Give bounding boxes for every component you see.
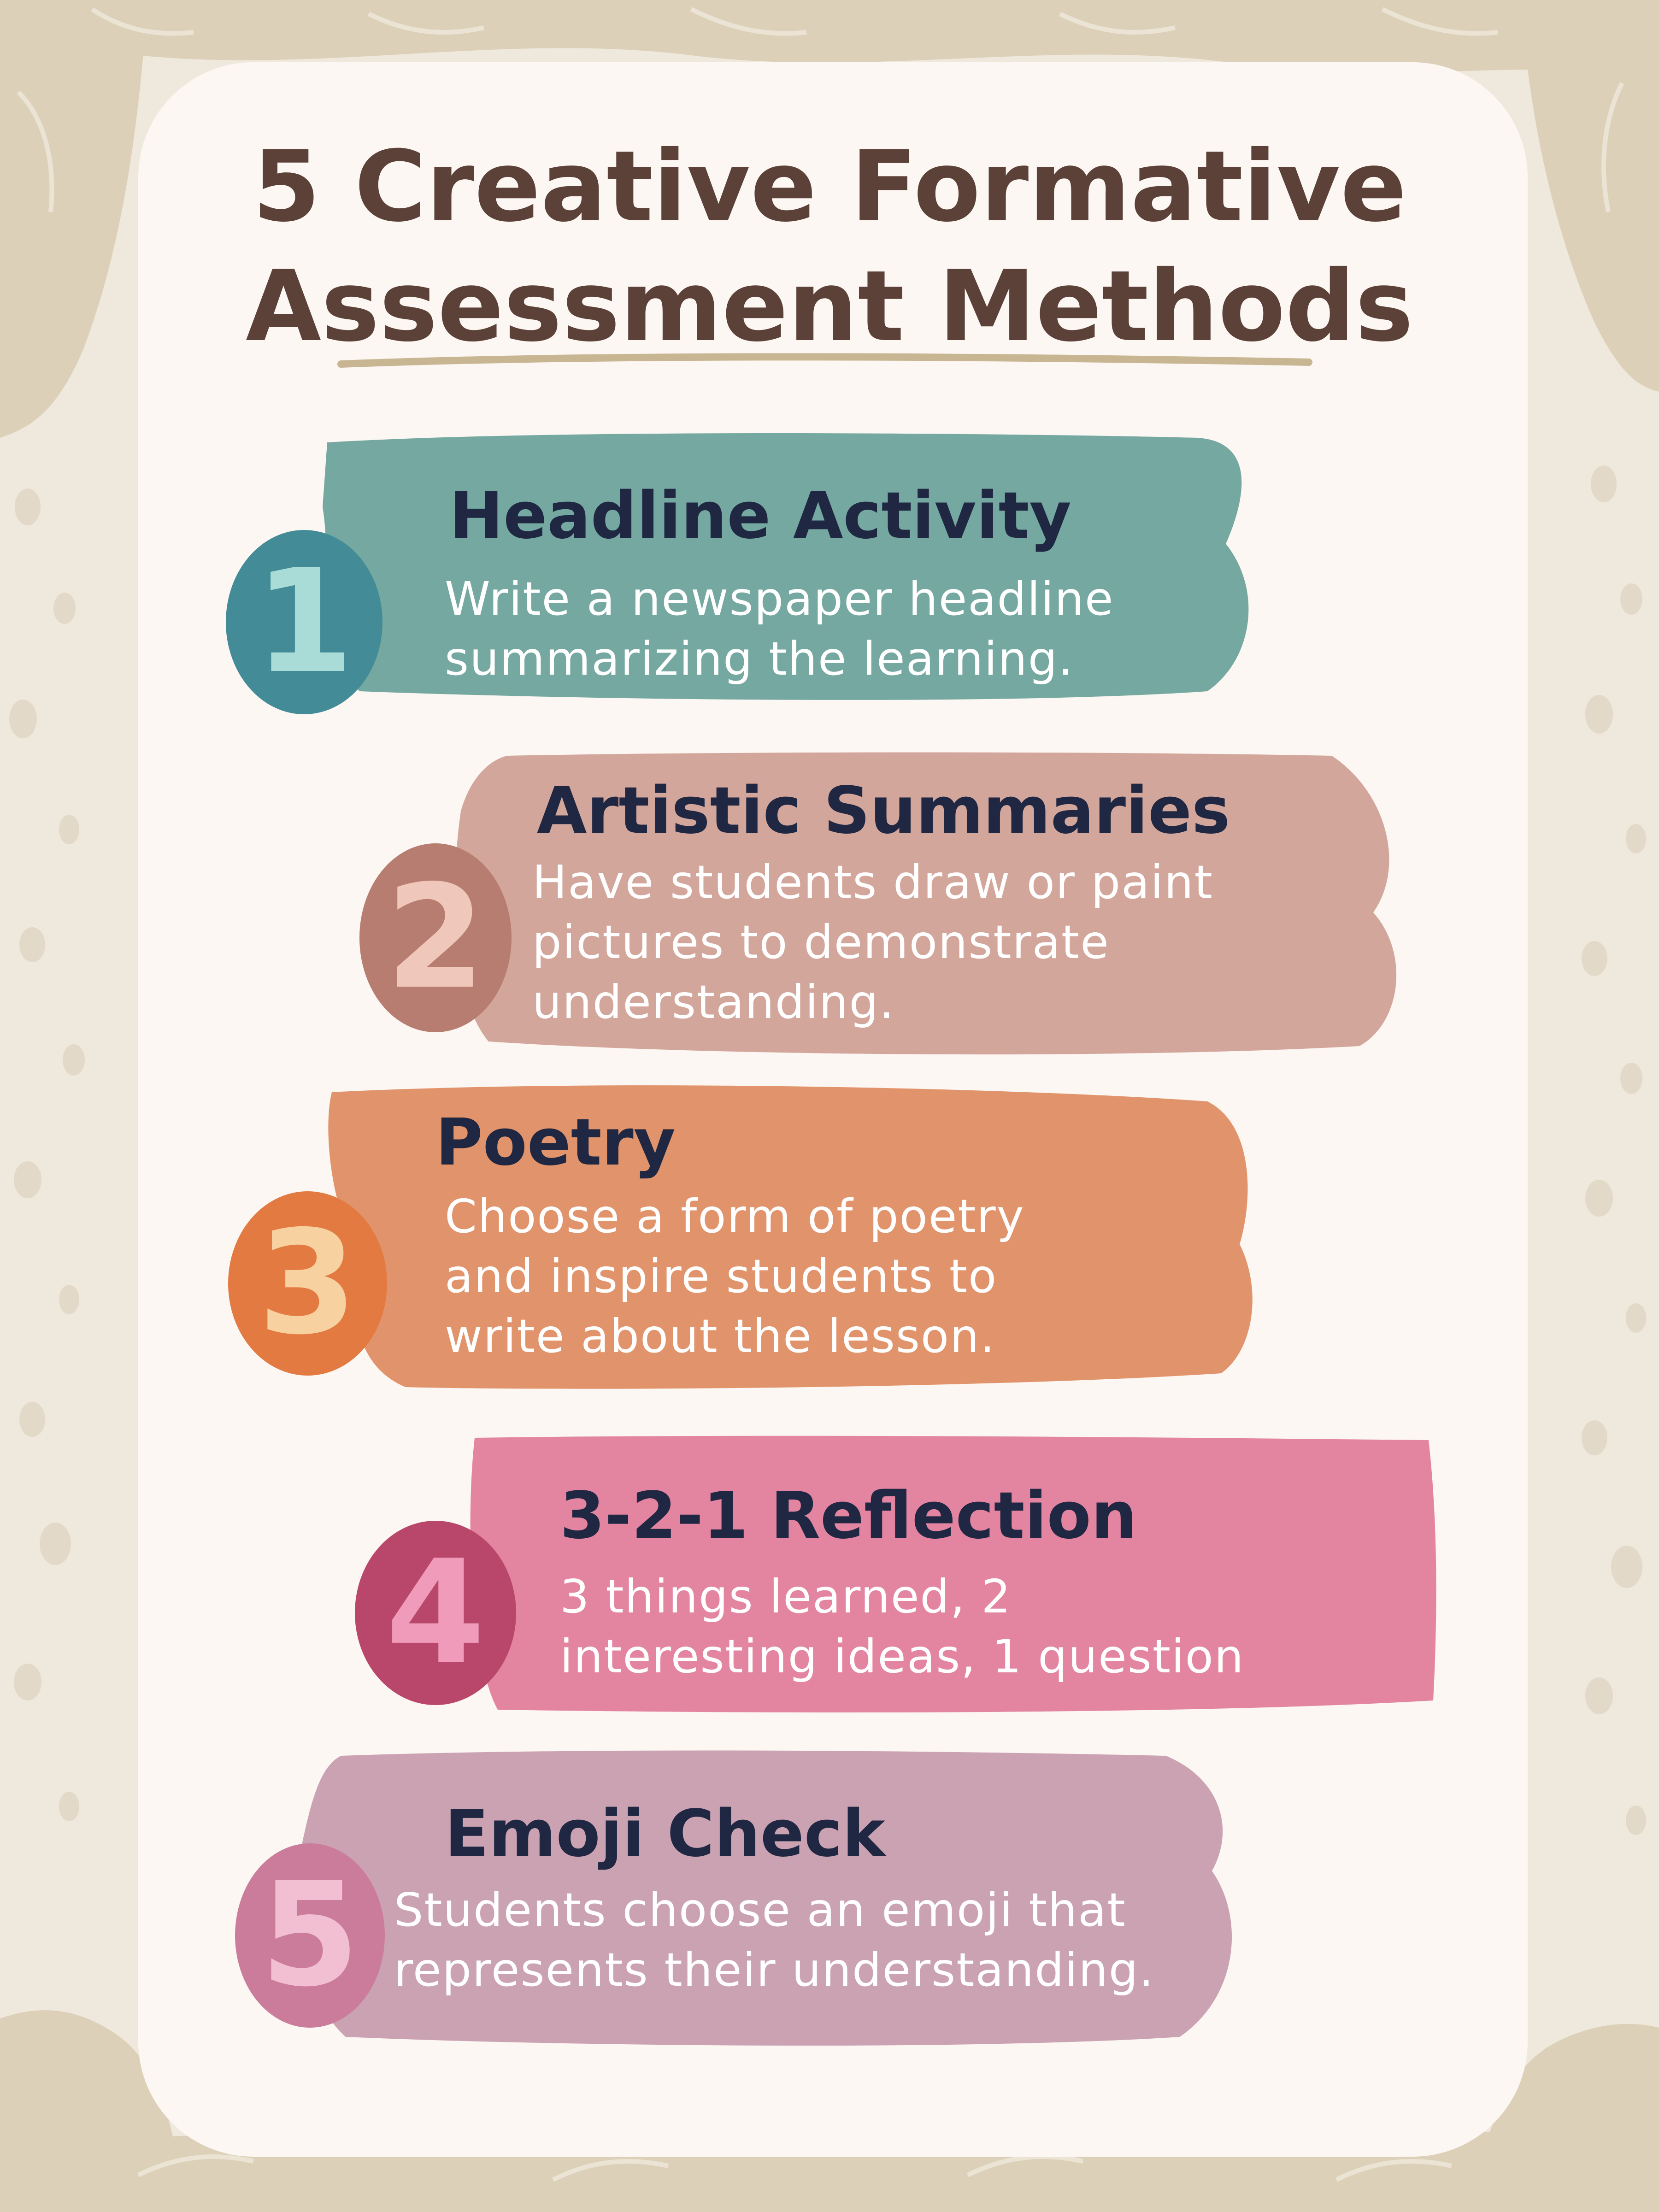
item-1-line-1: Write a newspaper headline [445, 572, 1114, 626]
item-4-line-1: 3 things learned, 2 [560, 1570, 1012, 1624]
item-4-line-2: interesting ideas, 1 question [560, 1630, 1245, 1683]
item-5-line-1: Students choose an emoji that [394, 1883, 1126, 1937]
item-3-number: 3 [258, 1200, 358, 1366]
item-1-number: 1 [254, 539, 354, 705]
item-1-heading: Headline Activity [449, 478, 1071, 553]
item-1-line-2: summarizing the learning. [445, 632, 1074, 686]
item-4-number: 4 [386, 1530, 485, 1696]
item-2-heading: Artistic Summaries [537, 773, 1230, 848]
item-3-heading: Poetry [435, 1105, 676, 1180]
item-2-line-2: pictures to demonstrate [532, 915, 1110, 969]
item-3-line-1: Choose a form of poetry [445, 1189, 1025, 1243]
item-4-heading: 3-2-1 Reflection [560, 1478, 1137, 1553]
item-3-line-2: and inspire students to [445, 1249, 998, 1303]
item-5-number-badge [235, 1843, 385, 2028]
page-title-line-1: 5 Creative Formative [252, 129, 1407, 243]
item-5-heading: Emoji Check [445, 1796, 885, 1871]
item-5-number: 5 [260, 1852, 360, 2018]
item-3-line-3: write about the lesson. [445, 1309, 996, 1363]
page-title-line-2: Assessment Methods [246, 249, 1413, 363]
item-2-line-3: understanding. [532, 975, 895, 1029]
item-5-line-2: represents their understanding. [394, 1943, 1154, 1997]
item-2-number: 2 [386, 854, 485, 1021]
item-2-line-1: Have students draw or paint [532, 855, 1213, 909]
item-5-description [394, 1880, 1154, 2000]
